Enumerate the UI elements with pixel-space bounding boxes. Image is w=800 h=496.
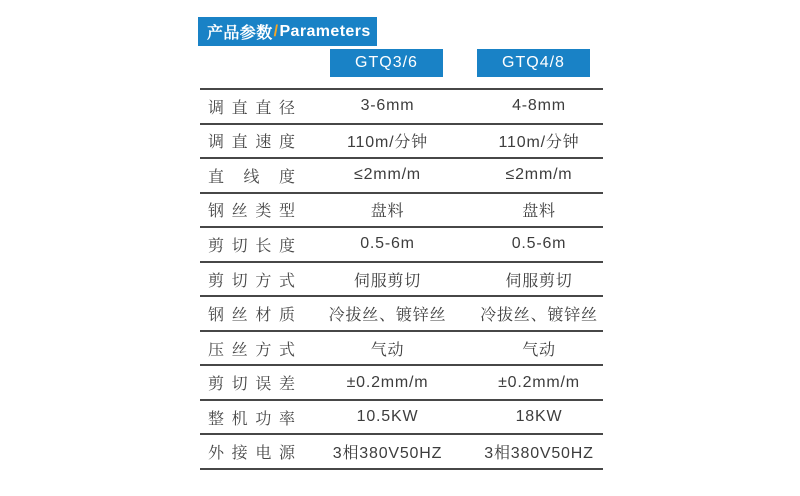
value-gtq3-6: 110m/分钟 (347, 134, 428, 152)
column-header-gtq3-6: GTQ3/6 (330, 49, 443, 77)
value-gtq3-6: 0.5-6m (360, 235, 415, 253)
section-title-en: Parameters (279, 22, 371, 40)
table-row (200, 192, 603, 227)
value-gtq4-8: 伺服剪切 (505, 272, 573, 290)
value-gtq3-6: 冷拔丝、镀锌丝 (328, 307, 447, 325)
value-gtq4-8: 3相380V50HZ (484, 445, 594, 463)
row-label: 剪切误差 (208, 376, 295, 394)
table-row (200, 123, 603, 158)
value-gtq4-8: 110m/分钟 (498, 134, 580, 152)
row-label: 钢丝类型 (208, 203, 295, 221)
value-gtq4-8: 冷拔丝、镀锌丝 (480, 307, 598, 325)
value-gtq4-8: 0.5-6m (511, 235, 567, 253)
row-label: 直线度 (208, 168, 295, 186)
row-label: 钢丝材质 (208, 307, 295, 325)
table-row (200, 261, 603, 296)
row-label: 剪切长度 (208, 237, 295, 255)
value-gtq3-6: 3相380V50HZ (332, 445, 443, 463)
table-row (200, 295, 603, 330)
value-gtq3-6: ±0.2mm/m (346, 373, 429, 391)
value-gtq4-8: 气动 (522, 341, 556, 359)
row-label: 调直速度 (208, 134, 295, 152)
section-title-slash: / (273, 22, 279, 40)
value-gtq3-6: ≤2mm/m (354, 166, 421, 184)
table-row (200, 157, 603, 192)
value-gtq4-8: 4-8mm (512, 97, 566, 115)
value-gtq3-6: 10.5KW (356, 408, 419, 426)
section-title-bar (198, 17, 377, 46)
parameters-table (200, 88, 603, 470)
table-row (200, 88, 603, 123)
column-header-gtq4-8: GTQ4/8 (477, 49, 590, 77)
row-label: 剪切方式 (208, 272, 295, 290)
table-row (200, 364, 603, 399)
value-gtq3-6: 气动 (370, 341, 405, 359)
table-row (200, 226, 603, 261)
value-gtq3-6: 3-6mm (360, 97, 415, 115)
value-gtq4-8: 18KW (515, 408, 563, 426)
value-gtq4-8: ≤2mm/m (505, 166, 573, 184)
row-label: 整机功率 (208, 410, 295, 428)
value-gtq3-6: 伺服剪切 (353, 272, 422, 290)
row-label: 压丝方式 (208, 341, 295, 359)
table-row (200, 399, 603, 434)
row-label: 调直直径 (208, 99, 295, 117)
value-gtq4-8: ±0.2mm/m (498, 373, 580, 391)
section-title-cn: 产品参数 (207, 25, 273, 42)
table-row (200, 433, 603, 468)
table-row (200, 330, 603, 365)
value-gtq3-6: 盘料 (370, 203, 405, 221)
row-label: 外接电源 (208, 445, 295, 463)
value-gtq4-8: 盘料 (522, 203, 556, 221)
